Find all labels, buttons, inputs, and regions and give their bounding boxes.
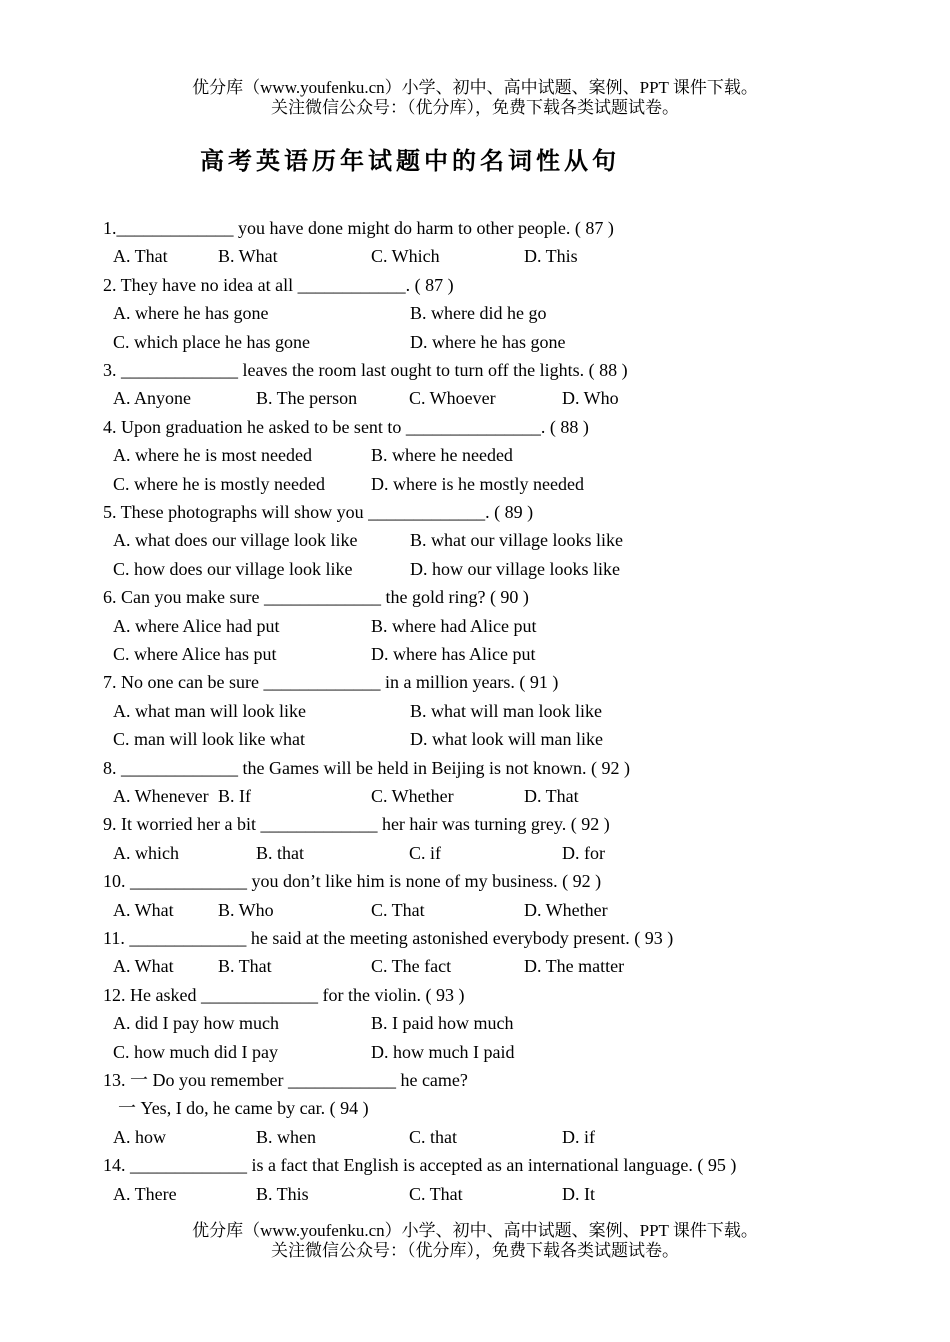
answer-option: A. where he has gone (113, 303, 269, 324)
answer-option: A. what man will look like (113, 700, 306, 721)
answer-option: B. If (218, 786, 251, 806)
answer-option: D. Who (562, 388, 619, 409)
answer-option: C. Whoever (409, 388, 496, 409)
answer-option: C. how much did I pay (113, 1041, 278, 1062)
question-stem: 11. _____________ he said at the meeting astonished everybody present. ( 93 ) (103, 928, 674, 948)
header-line-1: 优分库（www.youfenku.cn）小学、初中、高中试题、案例、PPT 课件下载。 (192, 78, 758, 97)
answer-option: D. how our village looks like (410, 558, 620, 579)
page-title: 高考英语历年试题中的名词性从句 (200, 146, 620, 175)
answer-option: A. Anyone (113, 388, 191, 409)
question-stem: 14. _____________ is a fact that English is accepted as an international language. ( 95 ) (103, 1155, 737, 1176)
answer-option: D. for (562, 842, 605, 863)
question-stem: 3. _____________ leaves the room last ought to turn off the lights. ( 88 ) (103, 360, 628, 380)
question-stem: 13. 一 Do you remember ____________ he came? (103, 1070, 468, 1090)
answer-option: D. where is he mostly needed (371, 473, 584, 494)
answer-option: B. That (218, 956, 272, 977)
answer-option: C. The fact (371, 956, 452, 977)
answer-option: A. That (113, 246, 168, 267)
question-stem: 9. It worried her a bit _____________ her hair was turning grey. ( 92 ) (103, 814, 610, 835)
answer-option: B. what our village looks like (410, 530, 623, 551)
footer-line-2: 关注微信公众号：（优分库），免费下载各类试题试卷。 (271, 1241, 679, 1260)
question-stem: 4. Upon graduation he asked to be sent to _______________. ( 88 ) (103, 416, 589, 437)
answer-option: B. where he needed (371, 445, 513, 466)
answer-option: B. when (256, 1126, 316, 1147)
answer-option: A. which (113, 842, 179, 863)
answer-option: A. how (113, 1126, 166, 1147)
question-stem: 2. They have no idea at all ____________. ( 87 ) (103, 274, 454, 295)
answer-option: B. where had Alice put (371, 615, 537, 636)
answer-option: C. if (409, 842, 442, 863)
answer-option: B. The person (256, 388, 358, 409)
question-stem: 5. These photographs will show you _____________. ( 89 ) (103, 502, 534, 522)
answer-option: A. What (113, 956, 174, 977)
answer-option: C. man will look like what (113, 729, 305, 750)
answer-option: B. that (256, 842, 304, 863)
answer-option: D. if (562, 1126, 595, 1147)
answer-option: C. That (371, 899, 425, 920)
answer-option: D. The matter (524, 956, 625, 977)
answer-option: C. Which (371, 246, 440, 267)
answer-option: B. Who (218, 899, 274, 920)
question-stem: 1._____________ you have done might do harm to other people. ( 87 ) (103, 218, 614, 238)
answer-option: D. This (524, 246, 578, 267)
question-stem: 6. Can you make sure _____________ the gold ring? ( 90 ) (103, 587, 529, 608)
answer-option: A. did I pay how much (113, 1013, 279, 1034)
answer-option: C. where he is mostly needed (113, 473, 325, 494)
answer-option: C. how does our village look like (113, 558, 353, 579)
answer-option: B. What (218, 246, 278, 267)
answer-option: A. where he is most needed (113, 445, 312, 466)
answer-option: C. Whether (371, 786, 454, 806)
answer-option: B. This (256, 1183, 309, 1204)
answer-option: D. Whether (524, 899, 608, 920)
answer-option: A. What (113, 899, 174, 920)
answer-option: C. where Alice has put (113, 644, 277, 664)
answer-option: D. It (562, 1183, 595, 1204)
question-stem: 10. _____________ you don’t like him is none of my business. ( 92 ) (103, 871, 602, 892)
question-stem: 12. He asked _____________ for the violin. ( 93 ) (103, 984, 465, 1005)
answer-option: B. I paid how much (371, 1013, 514, 1034)
answer-option: C. That (409, 1183, 463, 1204)
answer-option: D. where he has gone (410, 331, 566, 352)
question-stem: 7. No one can be sure _____________ in a million years. ( 91 ) (103, 672, 559, 693)
answer-option: D. what look will man like (410, 729, 603, 750)
answer-option: C. which place he has gone (113, 331, 310, 352)
footer-line-1: 优分库（www.youfenku.cn）小学、初中、高中试题、案例、PPT 课件下载。 (192, 1221, 758, 1240)
answer-option: B. what will man look like (410, 700, 602, 721)
answer-option: A. Whenever (113, 786, 209, 806)
answer-option: C. that (409, 1126, 457, 1147)
header-line-2: 关注微信公众号：（优分库），免费下载各类试题试卷。 (271, 98, 679, 117)
answer-option: D. That (524, 786, 579, 806)
answer-option: D. where has Alice put (371, 644, 536, 664)
question-stem: 8. _____________ the Games will be held in Beijing is not known. ( 92 ) (103, 757, 630, 778)
answer-option: A. what does our village look like (113, 530, 358, 551)
question-stem-reply: 一 Yes, I do, he came by car. ( 94 ) (118, 1098, 369, 1119)
answer-option: B. where did he go (410, 303, 547, 324)
answer-option: A. where Alice had put (113, 615, 280, 636)
answer-option: A. There (113, 1183, 177, 1204)
answer-option: D. how much I paid (371, 1041, 515, 1062)
